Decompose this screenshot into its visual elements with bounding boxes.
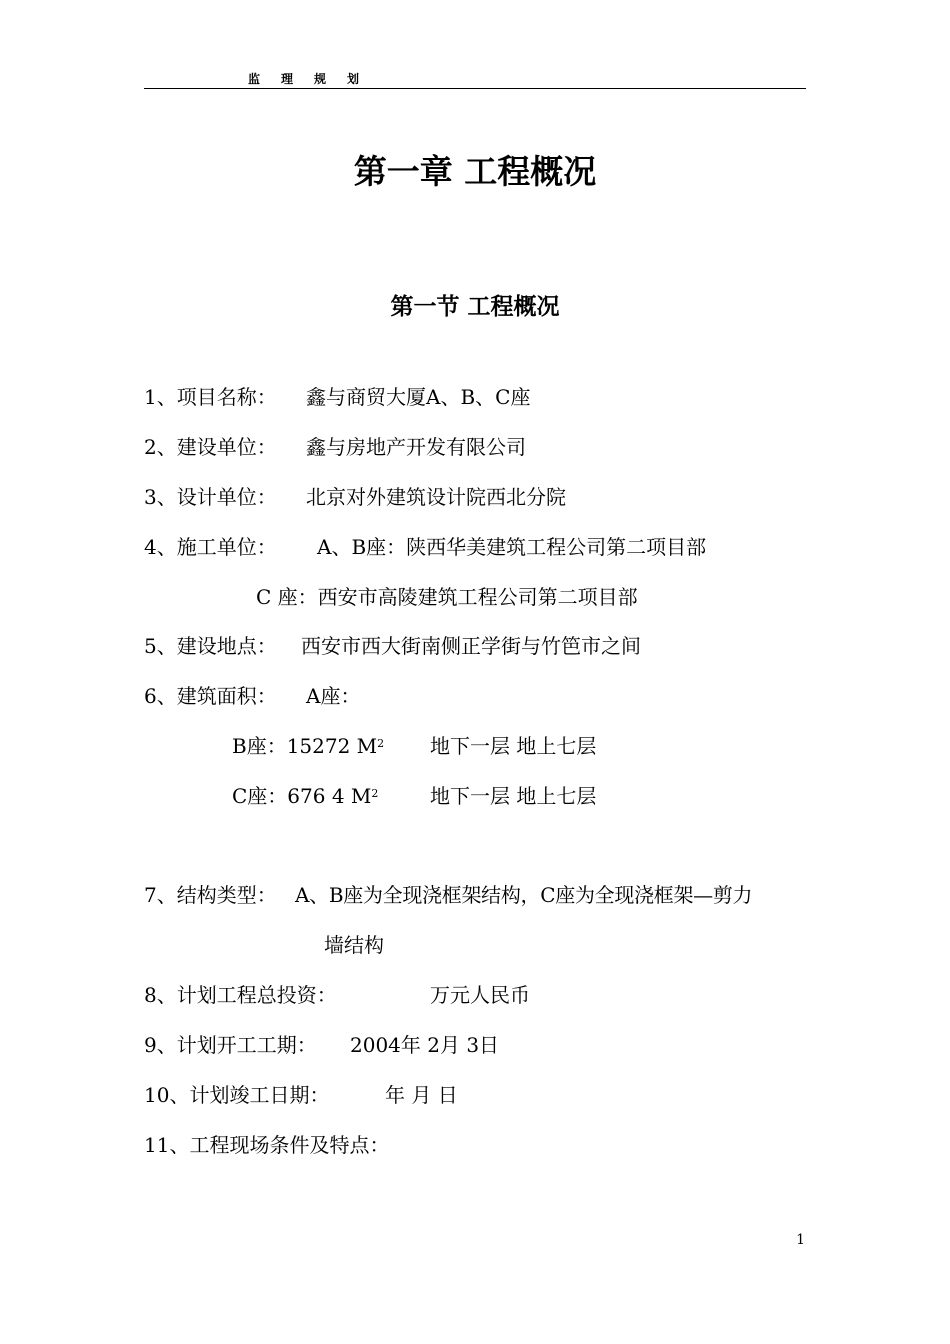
project-name-label: 1、项目名称： xyxy=(144,385,277,409)
finish-label: 10、计划竣工日期： xyxy=(144,1083,330,1107)
header-char: 划 xyxy=(347,72,360,86)
site-label: 11、工程现场条件及特点： xyxy=(144,1133,390,1157)
area-b-floors: 地下一层 地上七层 xyxy=(430,734,597,758)
area-label: 6、建筑面积： xyxy=(144,684,277,708)
project-name-value: 鑫与商贸大厦A、B、C座 xyxy=(306,385,531,409)
section-title: 第一节 工程概况 xyxy=(390,294,560,320)
designer-value: 北京对外建筑设计院西北分院 xyxy=(306,485,566,509)
finish-value: 年 月 日 xyxy=(385,1083,458,1107)
structure-value: A、B座为全现浇框架结构，C座为全现浇框架—剪力 xyxy=(295,883,753,907)
header-char: 规 xyxy=(314,72,327,86)
investment-label: 8、计划工程总投资： xyxy=(144,983,337,1007)
builder-value: 鑫与房地产开发有限公司 xyxy=(306,435,526,459)
structure-cont: 墙结构 xyxy=(324,933,384,957)
area-b-sup: 2 xyxy=(377,737,385,750)
designer-label: 3、设计单位： xyxy=(144,485,277,509)
area-c-floors: 地下一层 地上七层 xyxy=(430,784,597,808)
area-b-text: B座：15272 M xyxy=(232,734,378,758)
builder-label: 2、建设单位： xyxy=(144,435,277,459)
contractor-ab: A、B座：陕西华美建筑工程公司第二项目部 xyxy=(317,535,707,559)
area-a: A座： xyxy=(306,684,361,708)
location-value: 西安市西大街南侧正学街与竹笆市之间 xyxy=(301,634,641,658)
area-b xyxy=(232,734,384,758)
start-label: 9、计划开工工期： xyxy=(144,1033,317,1057)
area-c-sup: 2 xyxy=(371,787,379,800)
contractor-c: C 座：西安市高陵建筑工程公司第二项目部 xyxy=(256,585,638,609)
contractor-label: 4、施工单位： xyxy=(144,535,277,559)
page-header xyxy=(248,70,380,87)
structure-label: 7、结构类型： xyxy=(144,883,277,907)
start-value: 2004年 2月 3日 xyxy=(350,1033,500,1057)
header-rule xyxy=(144,88,806,89)
header-char: 理 xyxy=(281,72,294,86)
chapter-title: 第一章 工程概况 xyxy=(353,152,597,191)
page-number: 1 xyxy=(796,1232,805,1248)
area-c xyxy=(232,784,378,808)
investment-value: 万元人民币 xyxy=(430,983,530,1007)
area-c-text: C座：676 4 M xyxy=(232,784,372,808)
location-label: 5、建设地点： xyxy=(144,634,277,658)
header-char: 监 xyxy=(248,72,261,86)
